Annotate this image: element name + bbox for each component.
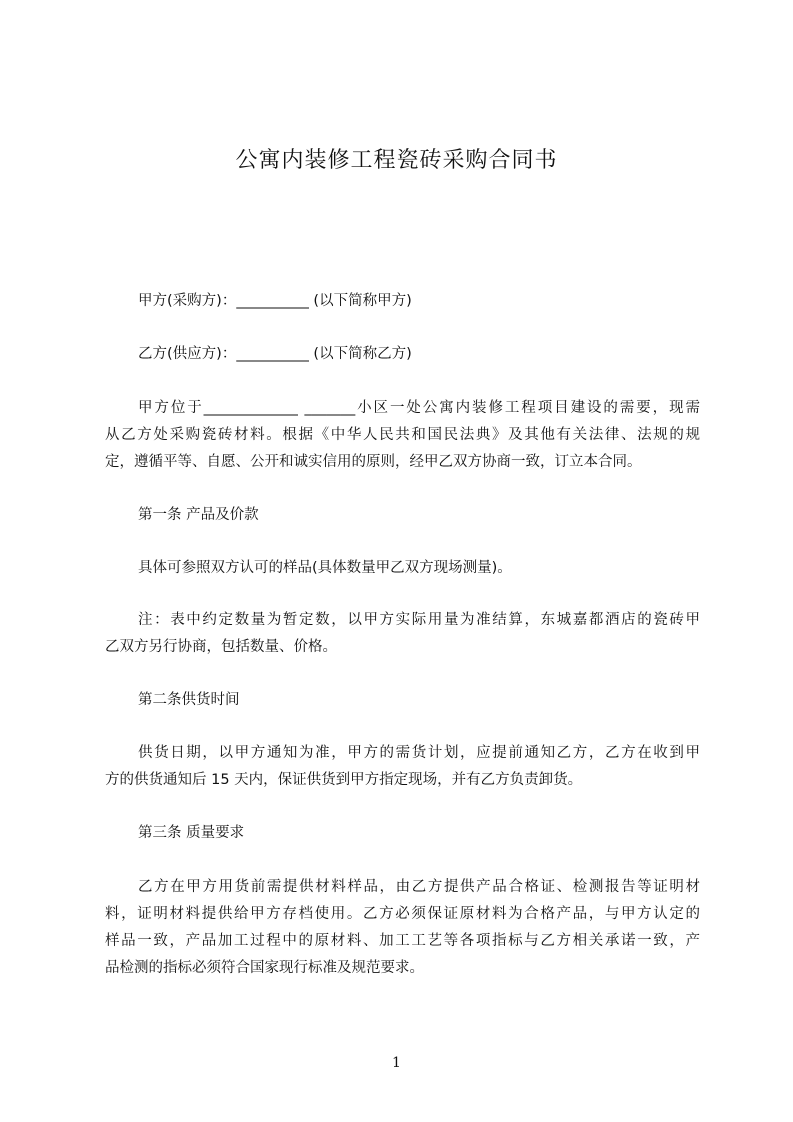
document-title: 公寓内装修工程瓷砖采购合同书 xyxy=(235,148,558,173)
article3-body-line: 品检测的指标必须符合国家现行标准及规范要求。 xyxy=(105,960,424,976)
page-number: 1 xyxy=(392,1055,401,1071)
article1-body: 具体可参照双方认可的样品(具体数量甲乙双方现场测量)。 xyxy=(138,560,512,576)
article3-body-line: 乙方在甲方用货前需提供材料样品，由乙方提供产品合格证、检测报告等证明材 xyxy=(138,879,700,895)
article3-body-line: 料，证明材料提供给甲方存档使用。乙方必须保证原材料为合格产品，与甲方认定的 xyxy=(105,906,700,922)
article1-note-line: 乙双方另行协商，包括数量、价格。 xyxy=(105,639,337,655)
article2-body-line: 方的供货通知后 15 天内，保证供货到甲方指定现场，并有乙方负责卸货。 xyxy=(105,772,583,788)
intro-line: 甲方位于_____________ _______小区一处公寓内装修工程项目建设的需要，现需 xyxy=(138,400,700,416)
party-a-line: 甲方(采购方)：__________ (以下简称甲方) xyxy=(138,293,412,309)
article1-note-line: 注：表中约定数量为暂定数，以甲方实际用量为准结算，东城嘉都酒店的瓷砖甲 xyxy=(138,612,700,628)
intro-line: 从乙方处采购瓷砖材料。根据《中华人民共和国民法典》及其他有关法律、法规的规 xyxy=(105,427,700,443)
article3-heading: 第三条 质量要求 xyxy=(138,825,245,841)
article2-heading: 第二条供货时间 xyxy=(138,692,240,708)
article1-heading: 第一条 产品及价款 xyxy=(138,507,259,523)
article3-body-line: 样品一致，产品加工过程中的原材料、加工工艺等各项指标与乙方相关承诺一致，产 xyxy=(105,933,700,949)
article2-body-line: 供货日期，以甲方通知为准，甲方的需货计划，应提前通知乙方，乙方在收到甲 xyxy=(138,745,700,761)
party-b-line: 乙方(供应方)：__________ (以下简称乙方) xyxy=(138,346,412,362)
intro-line: 定，遵循平等、自愿、公开和诚实信用的原则，经甲乙双方协商一致，订立本合同。 xyxy=(105,454,642,470)
